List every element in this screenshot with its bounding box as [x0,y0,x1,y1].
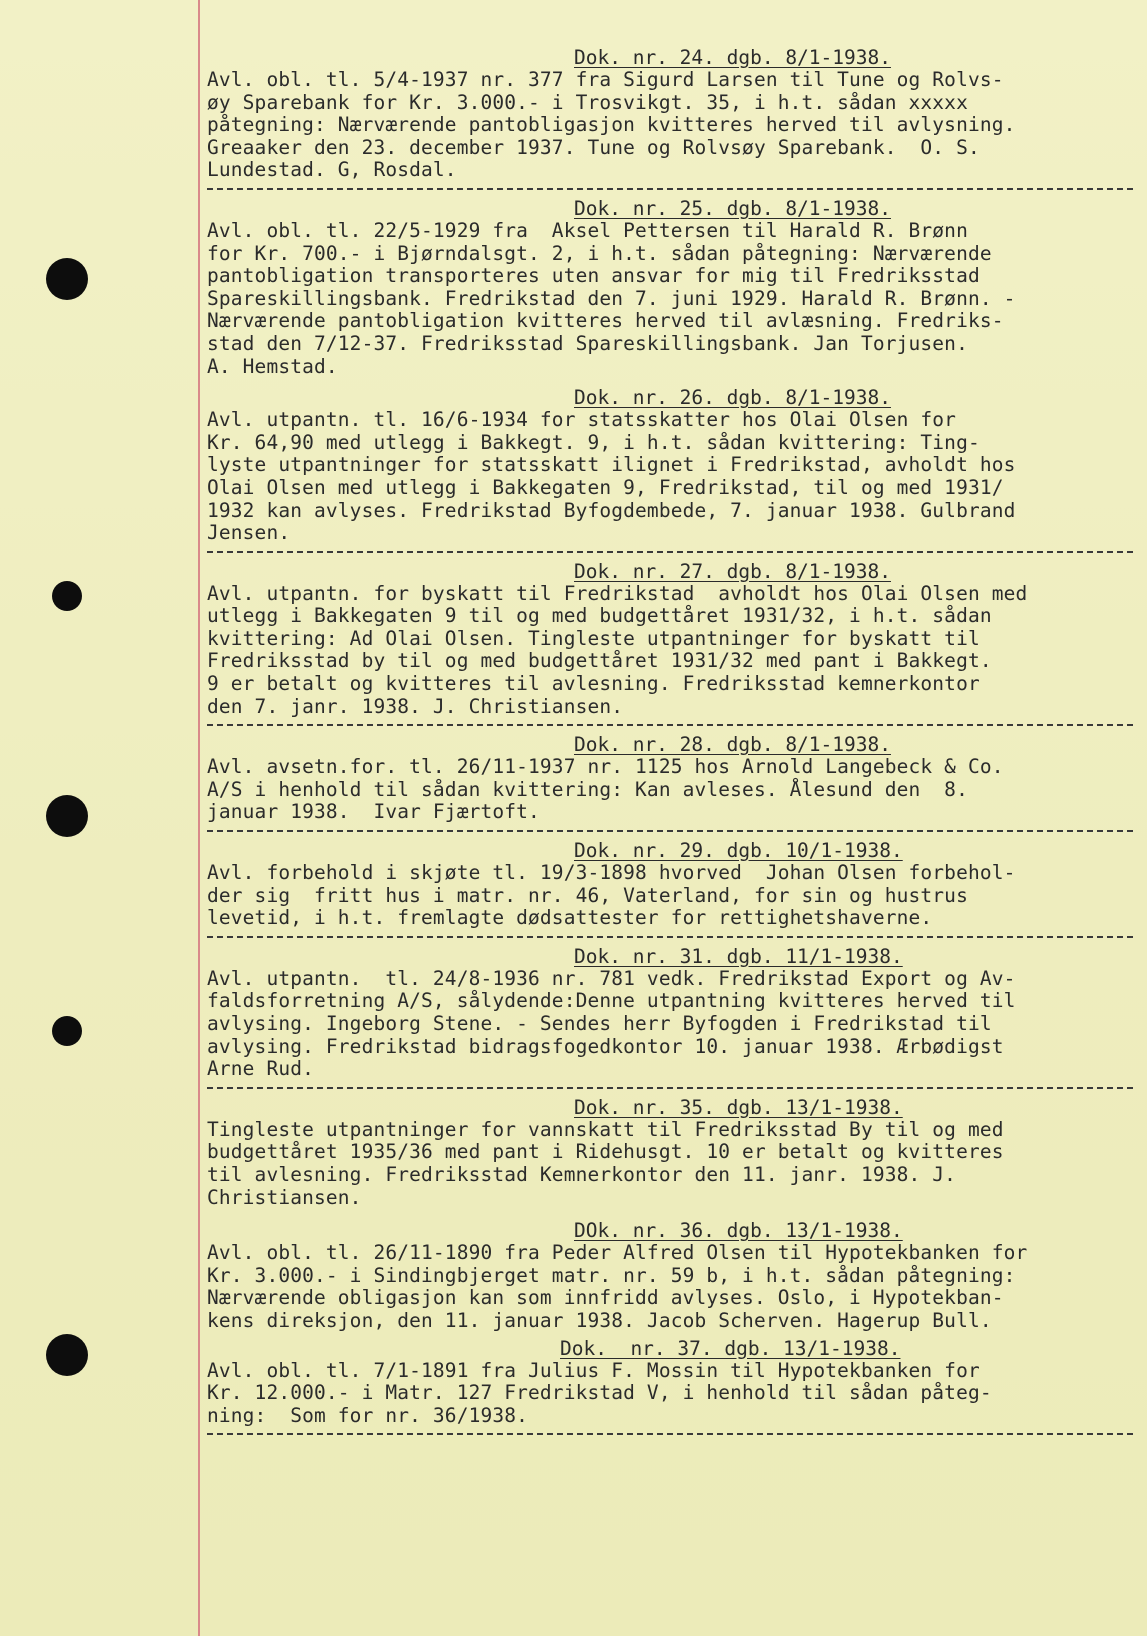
entry-header: Dok. nr. 29. dgb. 10/1-1938. [574,839,903,863]
entry-line: Fredriksstad by til og med budgettåret 1931/32 med pant i Bakkegt. [207,649,992,673]
entry-line: for Kr. 700.- i Bjørndalsgt. 2, i h.t. sådan påtegning: Nærværende [207,241,992,265]
entry-line: Avl. obl. tl. 22/5-1929 fra Aksel Pettersen til Harald R. Brønn [207,218,968,242]
entry [207,1096,1135,1213]
separator-line [207,1087,1133,1089]
entry-line: til avlesning. Fredriksstad Kemnerkontor den 11. janr. 1938. J. [207,1162,957,1186]
separator-line [207,1433,1133,1435]
punch-hole [52,1016,82,1046]
entry-line: levetid, i h.t. fremlagte dødsattester for rettighetshaverne. [207,906,933,930]
entry-line: kvittering: Ad Olai Olsen. Tingleste utpantninger for byskatt til [207,626,980,650]
entry-line: Arne Rud. [207,1057,315,1081]
entry-line: Kr. 3.000.- i Sindingbjerget matr. nr. 59 b, i h.t. sådan påtegning: [207,1263,1016,1287]
entry [207,386,1135,553]
entry-line: avlysing. Fredrikstad bidragsfogedkontor 10. januar 1938. Ærbødigst [207,1034,1004,1058]
entry-line: den 7. janr. 1938. J. Christiansen. [207,694,624,718]
separator-gap [207,380,1133,382]
entry-line: Avl. avsetn.for. tl. 26/11-1937 nr. 1125 hos Arnold Langebeck & Co. [207,755,1004,779]
entry-line: Spareskillingsbank. Fredrikstad den 7. juni 1929. Harald R. Brønn. - [207,286,1016,310]
entry-line: Greaaker den 23. december 1937. Tune og Rolvsøy Sparebank. O. S. [207,135,980,159]
entry [207,1337,1135,1436]
punch-hole [52,581,82,611]
entry [207,197,1135,382]
entry-line: Nærværende obligasjon kan som innfridd avlyses. Oslo, i Hypotekban- [207,1286,1004,1310]
entry-line: øy Sparebank for Kr. 3.000.- i Trosvikgt. 35, i h.t. sådan xxxxx [207,90,968,114]
entry-line: Kr. 12.000.- i Matr. 127 Fredrikstad V, i henhold til sådan påteg- [207,1381,992,1405]
entry-line: Avl. obl. tl. 7/1-1891 fra Julius F. Mossin til Hypotekbanken for [207,1358,980,1382]
document-text [207,46,1135,1442]
entry [207,1219,1135,1334]
entry-line: 1932 kan avlyses. Fredrikstad Byfogdembede, 7. januar 1938. Gulbrand [207,498,1016,522]
entry [207,945,1135,1089]
entry-line: Avl. obl. tl. 5/4-1937 nr. 377 fra Sigurd Larsen til Tune og Rolvs- [207,68,1004,91]
entry-header: Dok. nr. 31. dgb. 11/1-1938. [574,944,903,968]
entry-line: stad den 7/12-37. Fredriksstad Spareskillingsbank. Jan Torjusen. [207,331,968,355]
entry-line: avlysing. Ingeborg Stene. - Sendes herr Byfogden i Fredrikstad til [207,1012,992,1035]
punch-hole [46,1334,88,1376]
entry-line: lyste utpantninger for statsskatt ilignet i Fredrikstad, avholdt hos [207,453,1016,477]
entry [207,839,1135,938]
entry-line: A/S i henhold til sådan kvittering: Kan avleses. Ålesund den 8. [207,777,968,801]
entry-line: Jensen. [207,521,291,545]
entry-line: faldsforretning A/S, sålydende:Denne utpantning kvitteres herved til [207,989,1016,1013]
punch-hole [46,795,88,837]
entry-line: Avl. utpantn. tl. 24/8-1936 nr. 781 vedk. Fredrikstad Export og Av- [207,966,1016,990]
separator-gap [207,1333,1133,1335]
entry-line: Avl. obl. tl. 26/11-1890 fra Peder Alfred Olsen til Hypotekbanken for [207,1241,1028,1265]
entry [207,733,1135,832]
entry-header: DOk. nr. 36. dgb. 13/1-1938. [574,1219,903,1243]
separator-line [207,724,1133,726]
margin-rule [198,0,200,1636]
separator-line [207,188,1133,190]
separator-line [207,551,1133,553]
entry-line: Tingleste utpantninger for vannskatt til Fredriksstad By til og med [207,1117,1004,1141]
entry-line: Avl. utpantn. tl. 16/6-1934 for statsskatter hos Olai Olsen for [207,408,957,432]
entry-header: Dok. nr. 37. dgb. 13/1-1938. [560,1336,901,1360]
entry-line: pantobligation transporteres uten ansvar for mig til Fredriksstad [207,264,980,288]
entry-header: Dok. nr. 26. dgb. 8/1-1938. [574,386,891,410]
entry-line: Avl. utpantn. for byskatt til Fredrikstad avholdt hos Olai Olsen med [207,581,1028,605]
entry-line: januar 1938. Ivar Fjærtoft. [207,800,540,824]
entry-line: utlegg i Bakkegaten 9 til og med budgettåret 1931/32, i h.t. sådan [207,604,992,628]
entry-line: Olai Olsen med utlegg i Bakkegaten 9, Fredrikstad, til og med 1931/ [207,475,1004,499]
entry-line: Nærværende pantobligation kvitteres herved til avlæsning. Fredriks- [207,309,1004,333]
entry-header: Dok. nr. 35. dgb. 13/1-1938. [574,1095,903,1119]
entry-line: Lundestad. G, Rosdal. [207,158,457,182]
entry-header: Dok. nr. 28. dgb. 8/1-1938. [574,733,891,757]
entry-line: Kr. 64,90 med utlegg i Bakkegt. 9, i h.t. sådan kvittering: Ting- [207,430,980,454]
entry-line: kens direksjon, den 11. januar 1938. Jacob Scherven. Hagerup Bull. [207,1308,992,1332]
entry-line: påtegning: Nærværende pantobligasjon kvitteres herved til avlysning. [207,113,1016,137]
entry-line: A. Hemstad. [207,354,338,378]
entry-line: Christiansen. [207,1185,362,1209]
punch-hole [46,258,88,300]
entry-header: Dok. nr. 25. dgb. 8/1-1938. [574,196,891,220]
entry-line: der sig fritt hus i matr. nr. 46, Vaterland, for sin og hustrus [207,883,968,907]
separator-line [207,830,1133,832]
entry-line: 9 er betalt og kvitteres til avlesning. Fredriksstad kemnerkontor [207,672,980,696]
entry-line: Avl. forbehold i skjøte tl. 19/3-1898 hvorved Johan Olsen forbehol- [207,861,1016,885]
entry-line: ning: Som for nr. 36/1938. [207,1403,529,1427]
separator-gap [207,1211,1133,1213]
entry-header: Dok. nr. 24. dgb. 8/1-1938. [574,46,891,69]
entry [207,560,1135,727]
entry [207,46,1135,190]
entry-header: Dok. nr. 27. dgb. 8/1-1938. [574,559,891,583]
entry-line: budgettåret 1935/36 med pant i Ridehusgt. 10 er betalt og kvitteres [207,1140,1004,1164]
separator-line [207,936,1133,938]
